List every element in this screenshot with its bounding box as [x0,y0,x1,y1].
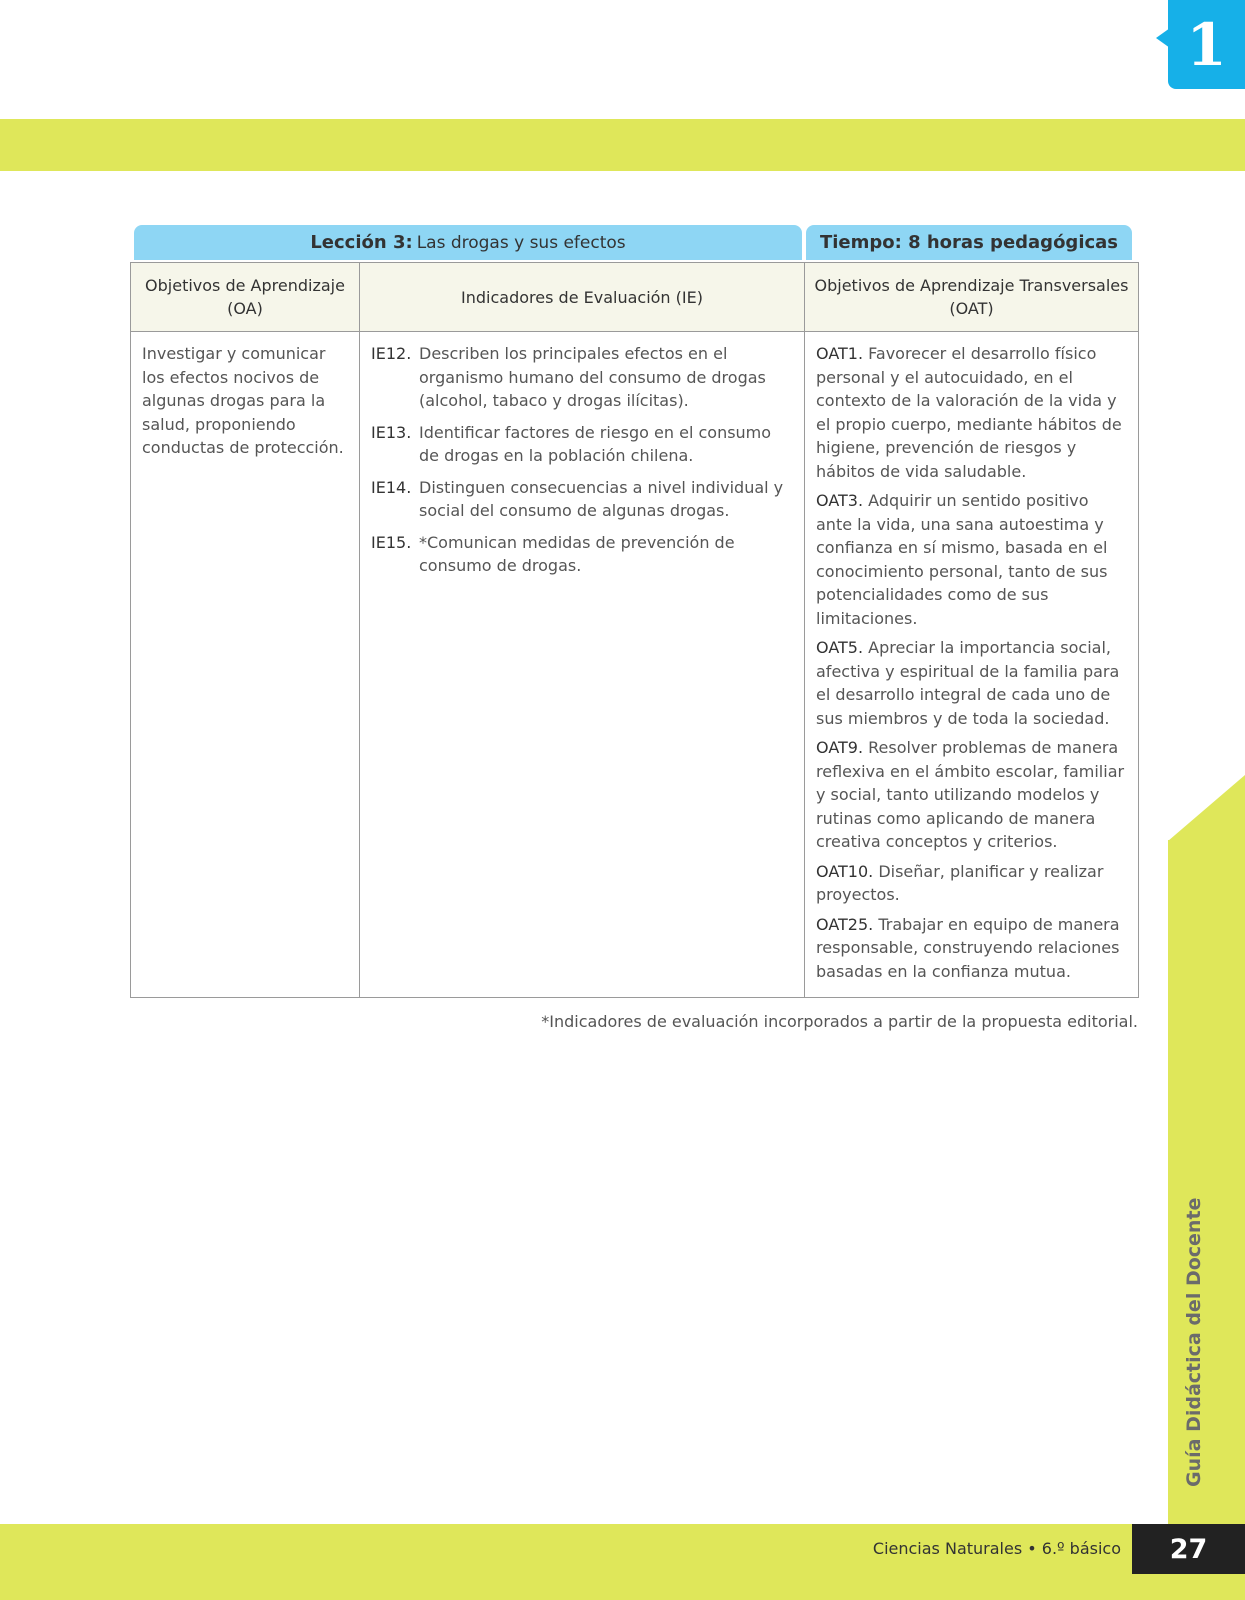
ie-item [371,421,794,468]
ie-code: IE13. [371,422,412,442]
time-header: Tiempo: 8 horas pedagógicas [806,225,1132,260]
oa-cell [131,332,360,998]
oat-code: OAT9. [816,738,864,757]
header-ie: Indicadores de Evaluación (IE) [360,263,805,332]
ie-item [371,476,794,523]
oat-item [816,636,1128,730]
ie-text: Identificar factores de riesgo en el consumo de drogas en la población chilena. [419,422,772,465]
oat-item [816,860,1128,907]
oat-item [816,736,1128,854]
page-number: 27 [1132,1524,1245,1574]
lesson-label: Lección 3: [310,232,413,253]
side-title: Guía Didáctica del Docente [1183,1197,1205,1487]
oat-code: OAT10. [816,861,874,881]
ie-text: Distinguen consecuencias a nivel individual y social del consumo de algunas drogas. [419,477,784,520]
ie-text: *Comunican medidas de prevención de consumo de drogas. [419,532,735,575]
table-row [131,332,1139,998]
oat-text: Favorecer el desarrollo físico personal y el autocuidado, en el contexto de la valoración de la vida y el propio cuerpo, mediante hábitos de higiene, prevención de riesgos y hábitos de vida saludable. [816,344,1122,481]
oat-item [816,342,1128,483]
chapter-number: 1 [1186,10,1227,79]
lesson-title: Las drogas y sus efectos [416,232,626,253]
oat-code: OAT5. [816,638,864,657]
oat-text: Diseñar, planificar y realizar proyectos. [816,861,1104,904]
oat-text: Adquirir un sentido positivo ante la vida, una sana autoestima y confianza en sí mismo, basada en el conocimiento personal, tanto de sus potencialidades como de sus limitaciones. [816,491,1108,628]
top-color-band [0,119,1245,171]
ie-code: IE14. [371,477,412,497]
lesson-header [134,225,802,260]
oat-cell [805,332,1139,998]
oa-text: Investigar y comunicar los efectos nocivos de algunas drogas para la salud, proponiendo conductas de protección. [142,344,344,457]
oat-code: OAT1. [816,344,864,363]
ie-code: IE15. [371,532,412,552]
objectives-table [130,262,1139,998]
footnote: *Indicadores de evaluación incorporados a partir de la propuesta editorial. [541,1012,1138,1031]
oat-text: Apreciar la importancia social, afectiva y espiritual de la familia para el desarrollo integral de cada uno de sus miembros y de toda la sociedad. [816,638,1120,728]
header-oa: Objetivos de Aprendizaje (OA) [131,263,360,332]
oat-code: OAT3. [816,491,864,510]
side-color-band [1168,840,1245,1524]
oat-item [816,489,1128,630]
header-oat: Objetivos de Aprendizaje Transversales (OAT) [805,263,1139,332]
side-band-wedge [1168,775,1245,841]
footer-subject: Ciencias Naturales • 6.º básico [872,1539,1121,1558]
ie-item [371,531,794,578]
oat-item [816,913,1128,984]
chapter-tab [1168,0,1245,89]
ie-code: IE12. [371,344,412,363]
ie-item [371,342,794,413]
table-header-row [131,263,1139,332]
ie-cell [360,332,805,998]
oat-text: Resolver problemas de manera reflexiva en el ámbito escolar, familiar y social, tanto utilizando modelos y rutinas como aplicando de manera creativa conceptos y criterios. [816,738,1125,851]
ie-text: Describen los principales efectos en el organismo humano del consumo de drogas (alcohol, tabaco y drogas ilícitas). [419,344,766,410]
oat-code: OAT25. [816,914,874,934]
oat-text: Trabajar en equipo de manera responsable, construyendo relaciones basadas en la confianza mutua. [816,914,1120,981]
